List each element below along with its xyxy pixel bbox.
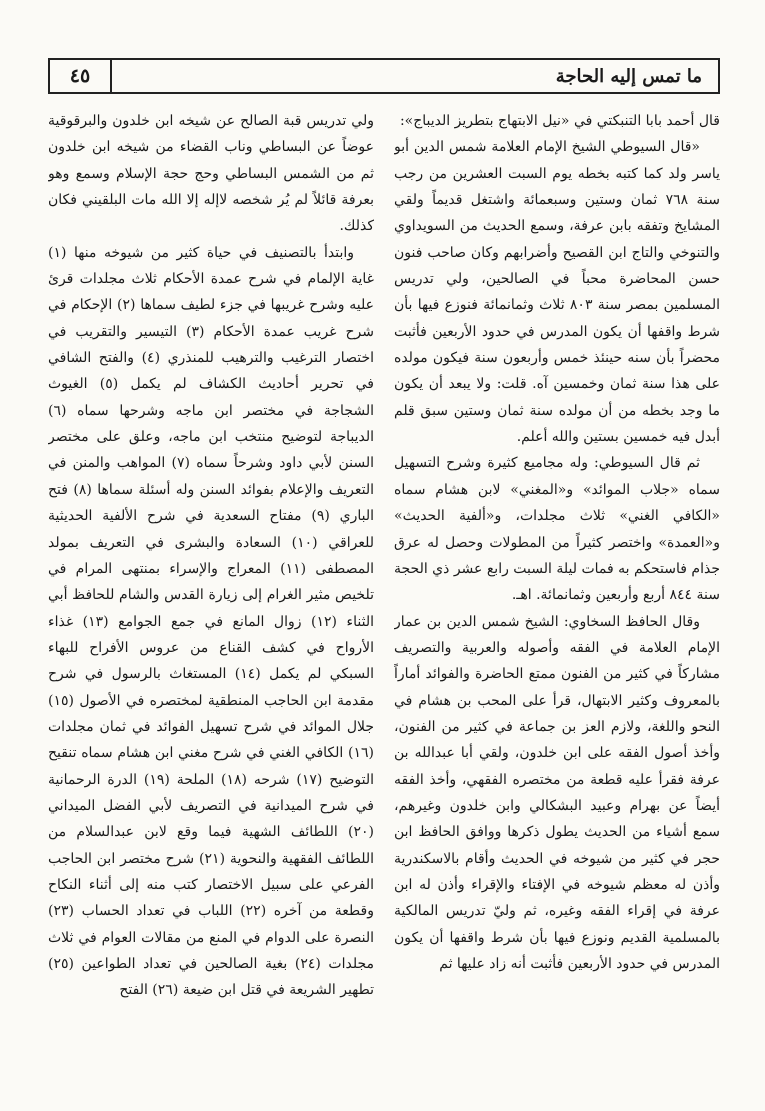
paragraph: وابتدأ بالتصنيف في حياة كثير من شيوخه منها (١) غاية الإلمام في شرح عمدة الأحكام ثلاث مجلدات قرئ عليه وشرح غريبها في جزء لطيف سماها (٢) الإحكام في شرح غريب عمدة الأحكام (٣) التيسير والتقريب في اختصار الترغيب والترهيب للمنذري (٤) والفتح الشافي في تحرير أحاديث الكشاف لم يكمل (٥) الغيوث الشجاجة في مختصر ابن ماجه وشرحها سماه (٦) الديباجة لتوضيح منتخب ابن ماجه، وعلق على مختصر السنن لأبي داود وشرحاً سماه (٧) المواهب والمنن في التعريف والإعلام بفوائد السنن وله أسئلة سماها (٨) فتح الباري (٩) مفتاح السعدية في شرح الألفية الحديثية للعراقي (١٠) السعادة والبشرى في التعريف بمولد المصطفى (١١) المعراج والإسراء بمنتهى المرام في تلخيص مثير الغرام إلى زيارة القدس والشام للحافظ أبي الثناء (١٢) زوال المانع في جمع الجوامع (١٣) غذاء الأرواح في كشف القناع من عروس الأفراح للبهاء السبكي لم يكمل (١٤) المستغاث بالرسول في شرح مقدمة ابن الحاجب المنطقية لمختصره في الأصول (١٥) جلال الموائد في شرح تسهيل الفوائد في ثمان مجلدات (١٦) الكافي الغني في شرح مغني ابن هشام سماه تنقيح التوضيح (١٧) شرحه (١٨) الملحة (١٩) الدرة الرحمانية في شرح الميدانية في التصريف لأبي الفضل الميداني (٢٠) اللطائف الشهية فيما وقع لابن عبدالسلام من اللطائف الفقهية والنحوية (٢١) شرح مختصر ابن الحاجب الفرعي على سبيل الاختصار كتب منه إلى أثناء النكاح وقطعة من آخره (٢٢) اللباب في تعداد الحساب (٢٣) النصرة على الدوام في المنع من مقالات العوام في ثلاث مجلدات (٢٤) بغية الصالحين في تعداد الطواعين (٢٥) تطهير الشريعة في قتل ابن ضيعة (٢٦) الفتح bbox=[48, 244, 374, 999]
paragraph: ولي تدريس قبة الصالح عن شيخه ابن خلدون والبرقوقية عوضاً عن البساطي وناب القضاء من شيخه ابن خلدون ثم من الشمس البساطي وحج حجة الإسلام وسمع وهو بعرفة قائلاً لم يُر شخصه لاإله إلا الله مات البلقيني فكان كذلك. bbox=[48, 113, 374, 235]
paragraph: وقال الحافظ السخاوي: الشيخ شمس الدين بن عمار الإمام العلامة في الفقه وأصوله والعربية والتصريف مشاركاً في كثير من الفنون ممتع الحاضرة والفوائد أماراً بالمعروف وكثير الابتهال، قرأ على المحب بن هشام في النحو واللغة، ولازم العز بن جماعة في كثير من الفنون، وأخذ أصول الفقه على ابن خلدون، ولقي أبا عبدالله بن عرفة فقرأ عليه قطعة من مختصره الفقهي، وأخذ الفقه أيضاً عن بهرام وعبيد البشكالي وابن خلدون وغيرهم، سمع أشياء من الحديث يطول ذكرها ووافق الحافظ ابن حجر في كثير من شيوخه في الحديث وأقام بالاسكندرية وأذن له معظم شيوخه في الإفتاء والإقراء وأذن له ابن عرفة في إقراء الفقه وغيره، ثم وليّ تدريس المالكية بالمسلمية القديم ونوزع فيها بأن شرط واقفها أن يكون المدرس في حدود الأربعين فأثبت أنه زاد عليها ثم bbox=[394, 613, 720, 972]
paragraph: «قال السيوطي الشيخ الإمام العلامة شمس الدين أبو ياسر ولد كما كتبه بخطه يوم السبت العشرين من رجب سنة ٧٦٨ ثمان وستين وسبعمائة واشتغل قديماً ولقي المشايخ وتفقه بابن عرفة، وسمع الحديث من السويداوي والتنوخي والتاج ابن القصيح وأضرابهم وكان صاحب فنون حسن المحاضرة محباً في الصالحين، ولي تدريس المسلمين بمصر سنة ٨٠٣ ثلاث وثمانمائة فنوزع فيها بأن شرط واقفها أن يكون المدرس في حدود الأربعين فأثبت محضراً بأن سنه حينئذ خمس وأربعون سنة فيكون مولده على هذا سنة ثمان وخمسين آه. قلت: ولا يبعد أن يكون ما وجد بخطه من أن مولده سنة ثمان وستين سبق قلم أبدل فيه خمسين بستين والله أعلم. bbox=[394, 139, 720, 446]
paragraph: قال أحمد بابا التنبكتي في «نيل الابتهاج بتطريز الديباج»: bbox=[399, 113, 720, 129]
page-number: ٤٥ bbox=[50, 60, 112, 92]
left-column bbox=[48, 108, 374, 1098]
running-title: ما تمس إليه الحاجة bbox=[555, 65, 702, 87]
paragraph: ثم قال السيوطي: وله مجاميع كثيرة وشرح التسهيل سماه «جلاب الموائد» و«المغني» لابن هشام سماه «الكافي الغني» ثلاث مجلدات، و«ألفية الحديث» و«العمدة» واختصر كثيراً من المطولات وحصل له عرق جذام فاستحكم به فمات ليلة السبت رابع عشر ذي الحجة سنة ٨٤٤ أربع وأربعين وثمانمائة. اهـ. bbox=[394, 455, 720, 604]
running-header bbox=[48, 58, 720, 94]
right-column bbox=[394, 108, 720, 1098]
